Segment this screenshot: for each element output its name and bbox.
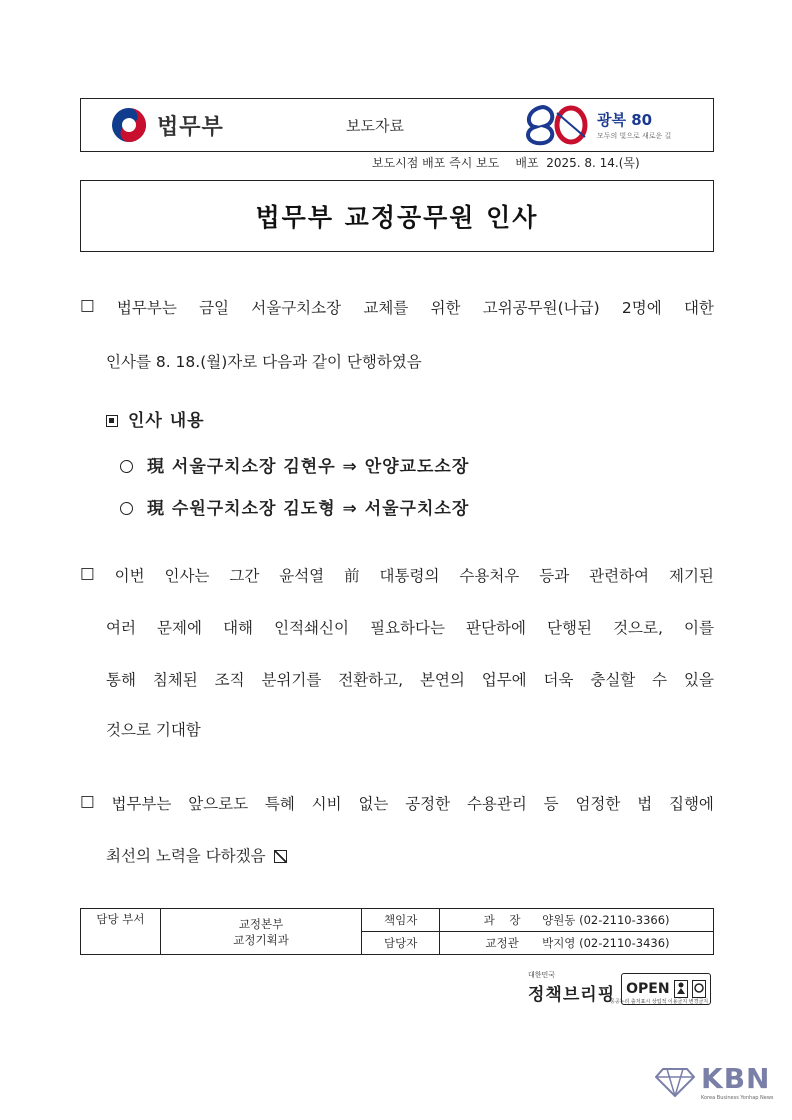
para3-line2-text: 최선의 노력을 다하겠음 — [106, 847, 266, 865]
word: 특혜 — [264, 795, 295, 813]
kbn-subtitle: Korea Business Yonhap News — [701, 1095, 774, 1101]
contact-role: 담당자 — [362, 932, 440, 955]
square-bullet-icon: □ — [80, 296, 95, 314]
appointment-text: 現 수원구치소장 김도형 ⇒ 서울구치소장 — [147, 499, 470, 519]
gwangbok-80-logo — [521, 103, 671, 147]
department-name: 교정본부 — [238, 916, 284, 931]
contact-position: 교정관 — [485, 936, 519, 950]
contact-person — [440, 932, 714, 955]
ministry-name: 법무부 — [157, 114, 224, 140]
word: 있을 — [684, 671, 714, 689]
word: 前 — [344, 567, 360, 585]
word: 것으로, — [613, 619, 663, 637]
policy-briefing-text: 정책브리핑 — [528, 985, 616, 1005]
word: 집행에 — [668, 795, 714, 813]
appointment-item — [120, 452, 469, 477]
division-name: 교정기획과 — [233, 932, 289, 947]
gwangbok-title: 광복 80 — [597, 111, 653, 129]
word: 교체를 — [363, 299, 409, 317]
word: 판단하에 — [466, 619, 526, 637]
contact-table — [80, 908, 714, 955]
word: 대한 — [683, 299, 714, 317]
gwangbok-subtitle: 모두의 빛으로 새로운 길 — [597, 132, 672, 140]
appointment-text: 現 서울구치소장 김현우 ⇒ 안양교도소장 — [147, 457, 470, 477]
word: 법 — [637, 795, 653, 813]
word: 위한 — [430, 299, 461, 317]
end-mark-icon — [274, 850, 287, 863]
contact-name-phone: 양원동 (02-2110-3366) — [542, 913, 670, 927]
para2-line4: 것으로 기대함 — [106, 721, 201, 739]
para1-line2: 인사를 8. 18.(월)자로 다음과 같이 단행하였음 — [106, 353, 422, 371]
para2-line2 — [106, 616, 714, 638]
word: 수용처우 — [459, 567, 520, 585]
word: 2명에 — [621, 299, 662, 317]
word: 단행된 — [547, 619, 592, 637]
word: 앞으로도 — [188, 795, 249, 813]
word: 엄정한 — [575, 795, 621, 813]
word: 조직 — [214, 671, 245, 689]
policy-briefing-small: 대한민국 — [528, 971, 556, 979]
kbn-watermark — [655, 1062, 774, 1101]
word: 통해 — [106, 671, 136, 689]
press-release-label: 보도자료 — [346, 117, 404, 135]
release-timing: 보도시점 배포 즉시 보도 — [372, 156, 500, 170]
release-info — [372, 154, 656, 171]
word: 인적쇄신이 — [274, 619, 349, 637]
para1-line1 — [80, 296, 714, 318]
open-label: OPEN — [626, 981, 670, 997]
title-box — [80, 180, 714, 252]
word: 충실할 — [590, 671, 636, 689]
word: 본연의 — [419, 671, 465, 689]
diamond-icon — [655, 1067, 695, 1097]
word: 수용관리 — [466, 795, 527, 813]
contact-role: 책임자 — [362, 909, 440, 932]
release-date: 배포 2025. 8. 14.(목) — [515, 156, 640, 170]
word: 수 — [652, 671, 668, 689]
word: 제기된 — [668, 567, 714, 585]
license-person-icon — [674, 980, 688, 998]
word: 금일 — [199, 299, 230, 317]
section-heading — [106, 406, 205, 431]
word: 등 — [543, 795, 559, 813]
contact-person — [440, 909, 714, 932]
word: 시비 — [311, 795, 342, 813]
word: 문제에 — [157, 619, 202, 637]
taegeuk-emblem-icon — [111, 107, 147, 143]
kbn-logo-text: KBN — [701, 1062, 771, 1095]
word: 이를 — [684, 619, 714, 637]
para2-line1 — [80, 564, 714, 586]
word: 서울구치소장 — [251, 299, 342, 317]
word: 공정한 — [405, 795, 451, 813]
word: 필요하다는 — [370, 619, 445, 637]
license-copy-icon — [692, 980, 706, 998]
square-bullet-icon: □ — [80, 792, 95, 810]
word: 관련하여 — [589, 567, 650, 585]
license-text: 공공누리 출처표시 상업적 이용금지 변경금지 — [610, 999, 709, 1005]
word: 인사는 — [164, 567, 210, 585]
page-title: 법무부 교정공무원 인사 — [255, 203, 539, 232]
contact-position: 과 장 — [483, 913, 521, 927]
word: 여러 — [106, 619, 136, 637]
para3-line2 — [106, 844, 287, 866]
word: 전환하고, — [338, 671, 404, 689]
contact-name-phone: 박지영 (02-2110-3436) — [542, 936, 670, 950]
word: 분위기를 — [261, 671, 322, 689]
filled-square-bullet-icon — [106, 415, 118, 427]
contact-label: 담당 부서 — [81, 909, 161, 955]
word: 법무부는 — [111, 795, 172, 813]
word: 법무부는 — [116, 299, 177, 317]
para3-line1 — [80, 792, 714, 814]
policy-briefing-logo — [528, 970, 615, 1005]
word: 대통령의 — [379, 567, 440, 585]
section-heading-text: 인사 내용 — [128, 411, 205, 431]
word: 그간 — [229, 567, 260, 585]
word: 이번 — [114, 567, 145, 585]
para2-line3 — [106, 668, 714, 690]
word: 등과 — [539, 567, 570, 585]
word: 침체된 — [152, 671, 198, 689]
word: 업무에 — [481, 671, 527, 689]
word: 고위공무원(나급) — [482, 299, 600, 317]
square-bullet-icon: □ — [80, 564, 95, 582]
word: 없는 — [358, 795, 389, 813]
word: 윤석열 — [279, 567, 325, 585]
ministry-logo — [111, 107, 224, 143]
contact-department — [160, 909, 361, 955]
circle-bullet-icon — [120, 460, 133, 473]
press-header — [80, 98, 714, 152]
word: 대해 — [223, 619, 254, 637]
gwangbok-80-emblem-icon — [521, 103, 593, 147]
appointment-item — [120, 494, 469, 519]
circle-bullet-icon — [120, 502, 133, 515]
word: 더욱 — [543, 671, 574, 689]
